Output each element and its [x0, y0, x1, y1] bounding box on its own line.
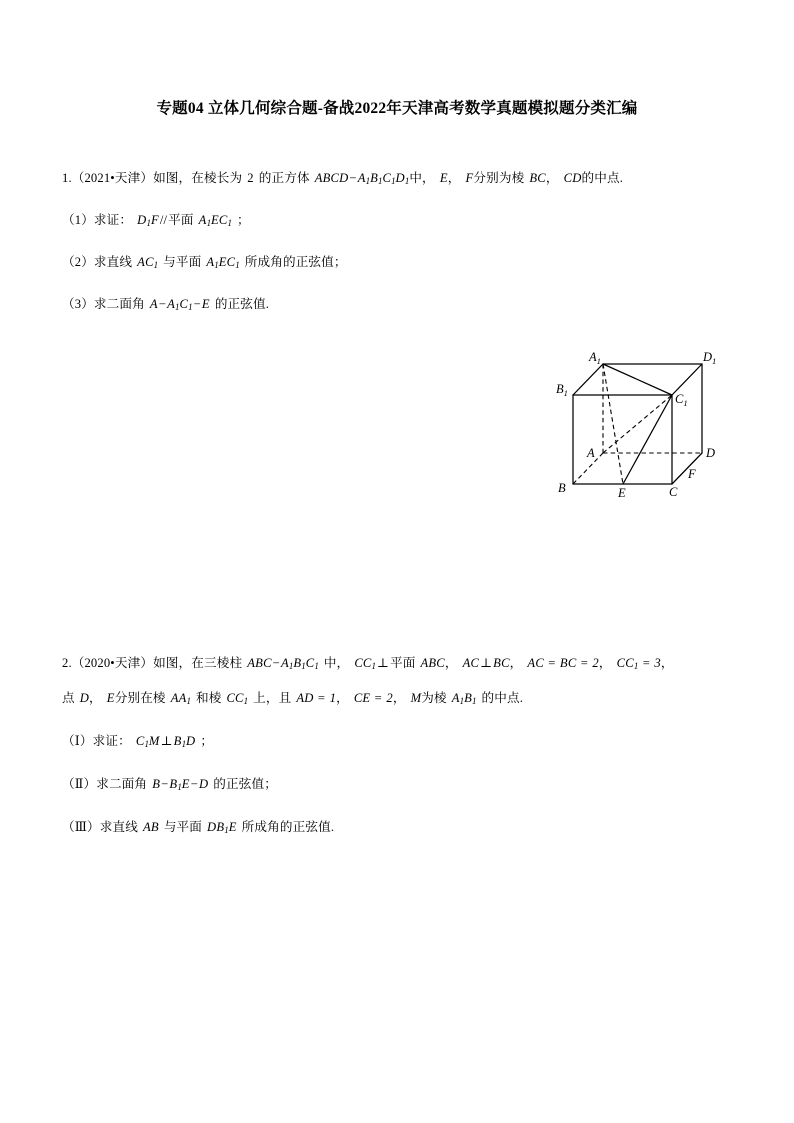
- problem-2-comma-1: ，: [444, 656, 458, 670]
- problem-2-midpoint-text-2: 的中点.: [481, 691, 524, 705]
- problem-2-on-edges-3: 上，且: [253, 691, 292, 705]
- vertex-label-B1: $B_1$: [556, 382, 568, 398]
- vertex-label-E: E: [618, 486, 626, 500]
- problem-2-on-edges-1: 分别在棱: [114, 691, 166, 705]
- problem-1-part-1-label: （1）求证：: [62, 213, 133, 227]
- problem-2-part-3-plane: $DB_1E$: [207, 820, 237, 835]
- problem-2-on-edges-2: 和棱: [195, 691, 222, 705]
- problem-1-edge-bc: BC: [529, 171, 546, 185]
- vertex-label-B: B: [558, 481, 566, 495]
- vertex-label-C: C: [669, 485, 678, 499]
- problem-1-part-2-plane: $A_1EC_1$: [206, 255, 240, 270]
- problem-2-part-1-tail: ；: [200, 734, 214, 748]
- page-title: 专题04 立体几何综合题-备战2022年天津高考数学真题模拟题分类汇编: [156, 100, 638, 117]
- problem-1-part-3-tail: 的正弦值.: [214, 297, 270, 311]
- problem-1-stem-end: 的中点.: [581, 171, 624, 185]
- problem-1-part-1-tail: ；: [237, 213, 250, 227]
- problem-1-part-1-plane-word: 平面: [168, 213, 194, 227]
- problem-2-comma-6: ，: [336, 691, 349, 705]
- problem-2-midpoint-text-1: 为棱: [421, 691, 447, 705]
- segment-CD-front: [672, 453, 702, 484]
- problem-1-part-1: （1）求证： $D_1F//$平面 $A_1EC_1$ ；: [62, 213, 250, 228]
- edge-D1C1: [672, 364, 702, 395]
- problem-2-number-source: 2.（2020•天津）如图，在三棱柱: [62, 656, 243, 670]
- problem-2-edge-cc1: $CC_1$: [226, 691, 249, 706]
- vertex-label-A1: $A_1$: [589, 350, 601, 366]
- problem-1-part-1-math: $D_1F$: [137, 213, 159, 228]
- problem-1-part-3-label: （3）求二面角: [62, 297, 145, 311]
- vertex-label-F: F: [688, 467, 696, 481]
- problem-1-solid-name: $ABCD-A_1B_1C_1D_1$: [314, 171, 410, 186]
- problem-1-part-3: [62, 296, 269, 313]
- problem-2-part-1: [62, 733, 213, 750]
- problem-1-number-source: 1.（2021•天津）如图，在棱长为: [62, 171, 243, 185]
- segment-AC1-hidden: [603, 395, 672, 453]
- problem-2-point-e: E: [106, 691, 115, 705]
- problem-2-ce-value: CE = 2: [353, 691, 393, 705]
- problem-1-part-2: [62, 254, 347, 271]
- problem-2-part-3: [62, 819, 334, 836]
- problem-2-prism-name: $ABC-A_1B_1C_1$: [247, 656, 319, 671]
- vertex-label-C1: $C_1$: [675, 392, 688, 408]
- problem-2-ad-value: AD = 1: [296, 691, 337, 705]
- problem-2-point-d: D: [79, 691, 90, 705]
- segment-A1C1: [603, 364, 672, 395]
- cube-figure: [545, 335, 730, 510]
- problem-2-part-1-math: $C_1M\perp B_1D$: [135, 734, 196, 749]
- problem-1-part-2-mid: 与平面: [163, 255, 202, 269]
- problem-2-stem-line-2: [62, 690, 523, 707]
- problem-2-comma-4: ，: [660, 656, 674, 670]
- problem-1-stem: [62, 170, 623, 187]
- segment-A1E-hidden: [603, 364, 623, 484]
- problem-1-edge-cd: CD: [563, 171, 582, 185]
- problem-1-part-2-label: （2）求直线: [62, 255, 133, 269]
- problem-2-part-3-line: AB: [143, 820, 159, 834]
- problem-2-part-2-label: （Ⅱ）求二面角: [62, 777, 148, 791]
- problem-1-point-e: E: [439, 171, 448, 185]
- problem-2-edge-aa1: $AA_1$: [170, 691, 191, 706]
- problem-2-cc1-value: $CC_1 = 3$: [616, 656, 661, 671]
- problem-1-part-2-line: $AC_1$: [137, 255, 159, 270]
- problem-2-plane-word: 平面: [389, 656, 416, 670]
- cube-solid-edges: [573, 364, 702, 484]
- problem-1-point-f: F: [465, 171, 474, 185]
- vertex-label-D: D: [706, 446, 716, 460]
- problem-1-comma-1: ，: [447, 171, 461, 185]
- problem-1-comma-2: ，: [545, 171, 559, 185]
- edge-A1B1: [573, 364, 603, 395]
- vertex-label-D1: $D_1$: [703, 350, 717, 366]
- problem-1-part-1-plane: $A_1EC_1$: [198, 213, 232, 228]
- problem-1-part-2-tail: 所成角的正弦值；: [244, 255, 347, 269]
- problem-1-edge-length: 2: [247, 171, 254, 185]
- problem-2-part-3-label: （Ⅲ）求直线: [62, 820, 139, 834]
- problem-2-stem-line-1: 2.（2020•天津）如图，在三棱柱 $ABC-A_1B_1C_1$ 中， $CC_1\perp$平面 ABC， AC⊥BC， AC = BC = 2， $CC_1 = 3$，: [62, 656, 674, 671]
- problem-2-comma-7: ，: [392, 691, 406, 705]
- problem-2-comma-3: ，: [598, 656, 612, 670]
- problem-2-part-3-mid: 与平面: [163, 820, 203, 834]
- segment-EC1: [623, 395, 672, 484]
- problem-2-points-label: 点: [62, 691, 75, 705]
- problem-2-part-2-math: $B-B_1E-D$: [152, 777, 209, 792]
- problem-2-ac-bc-value: AC = BC = 2: [527, 656, 599, 670]
- vertex-label-A: A: [587, 446, 595, 460]
- cube-hidden-edges: [573, 364, 702, 484]
- problem-2-part-1-label: （Ⅰ）求证：: [62, 734, 131, 748]
- problem-2-part-3-tail: 所成角的正弦值.: [241, 820, 335, 834]
- problem-1-stem-tail: 分别为棱: [473, 171, 525, 185]
- problem-1-part-3-math: $A-A_1C_1-E$: [149, 297, 210, 312]
- problem-1-stem-text: 的正方体: [258, 171, 310, 185]
- problem-2-comma-2: ，: [509, 656, 523, 670]
- problem-2-comma-5: ，: [89, 691, 102, 705]
- problem-2-point-m: M: [410, 691, 422, 705]
- problem-2-ac-perp-bc: AC⊥BC: [462, 656, 510, 670]
- problem-2-stem-mid-1: 中，: [323, 656, 350, 670]
- problem-1-stem-mid: 中，: [409, 171, 435, 185]
- problem-2-part-2: [62, 776, 277, 793]
- problem-2-plane-abc: ABC: [420, 656, 445, 670]
- problem-2-part-2-tail: 的正弦值；: [213, 777, 278, 791]
- problem-2-cc1: $CC_1$: [354, 656, 376, 671]
- problem-2-edge-a1b1: $A_1B_1$: [451, 691, 477, 706]
